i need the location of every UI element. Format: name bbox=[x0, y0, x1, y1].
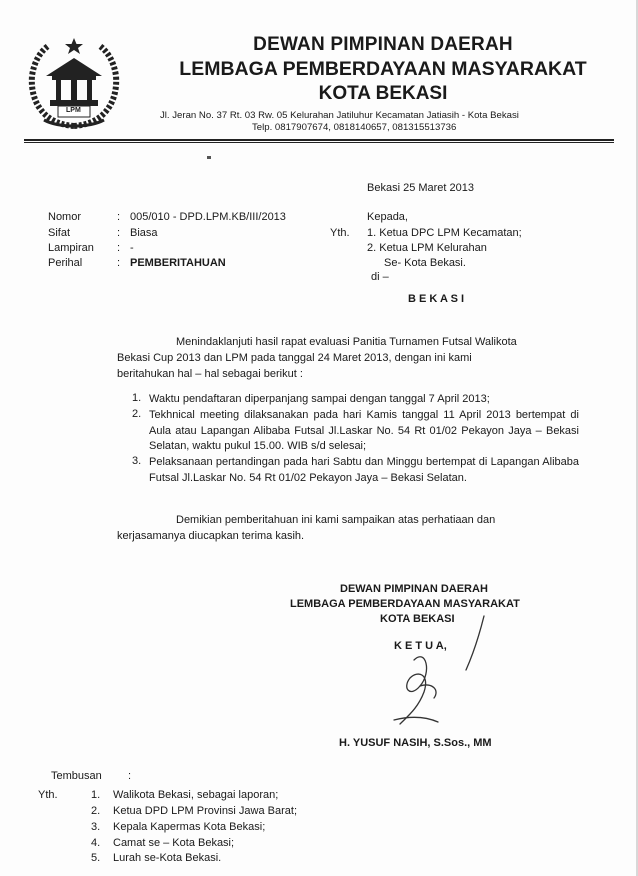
cc-item-3-text: Kepala Kapermas Kota Bekasi; bbox=[113, 821, 266, 833]
tembusan-colon: : bbox=[128, 770, 132, 782]
tembusan-label: Tembusan bbox=[51, 770, 102, 782]
signature-org-line-1: DEWAN PIMPINAN DAERAH bbox=[340, 583, 488, 595]
org-phone: Telp. 0817907674, 0818140657, 081315513736 bbox=[252, 122, 457, 133]
recipient-city: B E K A S I bbox=[408, 293, 465, 305]
cc-item-3-number: 3. bbox=[91, 821, 101, 833]
closing-line-2: kerjasamanya diucapkan terima kasih. bbox=[117, 530, 305, 542]
signature-org-line-3: KOTA BEKASI bbox=[380, 613, 455, 625]
cc-item-5-text: Lurah se-Kota Bekasi. bbox=[113, 852, 222, 864]
handwritten-signature bbox=[380, 612, 490, 730]
org-name-line2: LEMBAGA PEMBERDAYAAN MASYARAKAT bbox=[179, 58, 587, 80]
scan-speck bbox=[207, 156, 211, 159]
lpm-logo bbox=[24, 36, 124, 132]
tembusan-yth: Yth. bbox=[38, 789, 58, 801]
recipient-kepada: Kepada, bbox=[367, 211, 408, 223]
body-intro-line-2: Bekasi Cup 2013 dan LPM pada tanggal 24 Maret 2013, dengan ini kami bbox=[117, 352, 472, 364]
point-1-text: Waktu pendaftaran diperpanjang sampai dengan tanggal 7 April 2013; bbox=[149, 393, 490, 405]
signature-role: K E T U A, bbox=[394, 640, 447, 652]
signatory-name: H. YUSUF NASIH, S.Sos., MM bbox=[339, 737, 492, 749]
cc-item-4-text: Camat se – Kota Bekasi; bbox=[113, 837, 235, 849]
body-intro-line-3: beritahukan hal – hal sebagai berikut : bbox=[117, 368, 303, 380]
org-name-line1: DEWAN PIMPINAN DAERAH bbox=[253, 34, 513, 55]
sifat-label: Sifat bbox=[48, 227, 71, 239]
point-2-number: 2. bbox=[132, 408, 142, 420]
cc-item-2-number: 2. bbox=[91, 805, 101, 817]
header-rule-thick bbox=[24, 139, 614, 141]
perihal-colon: : bbox=[117, 257, 121, 269]
letter-date: Bekasi 25 Maret 2013 bbox=[367, 182, 475, 194]
point-1-number: 1. bbox=[132, 392, 142, 404]
nomor-value: 005/010 - DPD.LPM.KB/III/2013 bbox=[130, 211, 286, 223]
lampiran-value: - bbox=[130, 242, 134, 254]
recipient-item-1: 1. Ketua DPC LPM Kecamatan; bbox=[367, 227, 522, 239]
header-rule-thin bbox=[24, 142, 614, 143]
sifat-colon: : bbox=[117, 227, 121, 239]
signature-org-line-2: LEMBAGA PEMBERDAYAAN MASYARAKAT bbox=[290, 598, 520, 610]
lampiran-label: Lampiran bbox=[48, 242, 94, 254]
recipient-item-3: Se- Kota Bekasi. bbox=[384, 257, 466, 269]
cc-item-4-number: 4. bbox=[91, 837, 101, 849]
sifat-value: Biasa bbox=[130, 227, 158, 239]
org-address: Jl. Jeran No. 37 Rt. 03 Rw. 05 Kelurahan Jatiluhur Kecamatan Jatiasih - Kota Bekasi bbox=[160, 110, 519, 121]
body-intro-line-1: Menindaklanjuti hasil rapat evaluasi Panitia Turnamen Futsal Walikota bbox=[176, 336, 517, 348]
perihal-value: PEMBERITAHUAN bbox=[130, 257, 226, 269]
point-3-number: 3. bbox=[132, 455, 142, 467]
org-name-line3: KOTA BEKASI bbox=[318, 83, 448, 104]
nomor-colon: : bbox=[117, 211, 121, 223]
recipient-item-2: 2. Ketua LPM Kelurahan bbox=[367, 242, 487, 254]
logo-text: LPM bbox=[66, 107, 81, 114]
cc-item-2-text: Ketua DPD LPM Provinsi Jawa Barat; bbox=[113, 805, 298, 817]
point-2-text: Tekhnical meeting dilaksanakan pada hari Kamis tanggal 11 April 2013 bertempat di Aula atau Lapangan Alibaba Futsal Jl.Laskar No. 54 Rt 01/02 Pekayon Jaya – Bekasi Selatan, waktu pukul 15.00. WIB s/d selesai; bbox=[149, 409, 579, 452]
closing-line-1: Demikian pemberitahuan ini kami sampaikan atas perhatiaan dan bbox=[176, 514, 496, 526]
nomor-label: Nomor bbox=[48, 211, 82, 223]
perihal-label: Perihal bbox=[48, 257, 83, 269]
cc-item-1-number: 1. bbox=[91, 789, 101, 801]
cc-item-5-number: 5. bbox=[91, 852, 101, 864]
recipient-yth: Yth. bbox=[330, 227, 350, 239]
recipient-di: di – bbox=[371, 271, 389, 283]
point-3-text: Pelaksanaan pertandingan pada hari Sabtu dan Minggu bertempat di Lapangan Alibaba Futsal Jl.Laskar No. 54 Rt 01/02 Pekayon Jaya – Bekasi Selatan. bbox=[149, 456, 579, 484]
cc-item-1-text: Walikota Bekasi, sebagai laporan; bbox=[113, 789, 279, 801]
lampiran-colon: : bbox=[117, 242, 121, 254]
